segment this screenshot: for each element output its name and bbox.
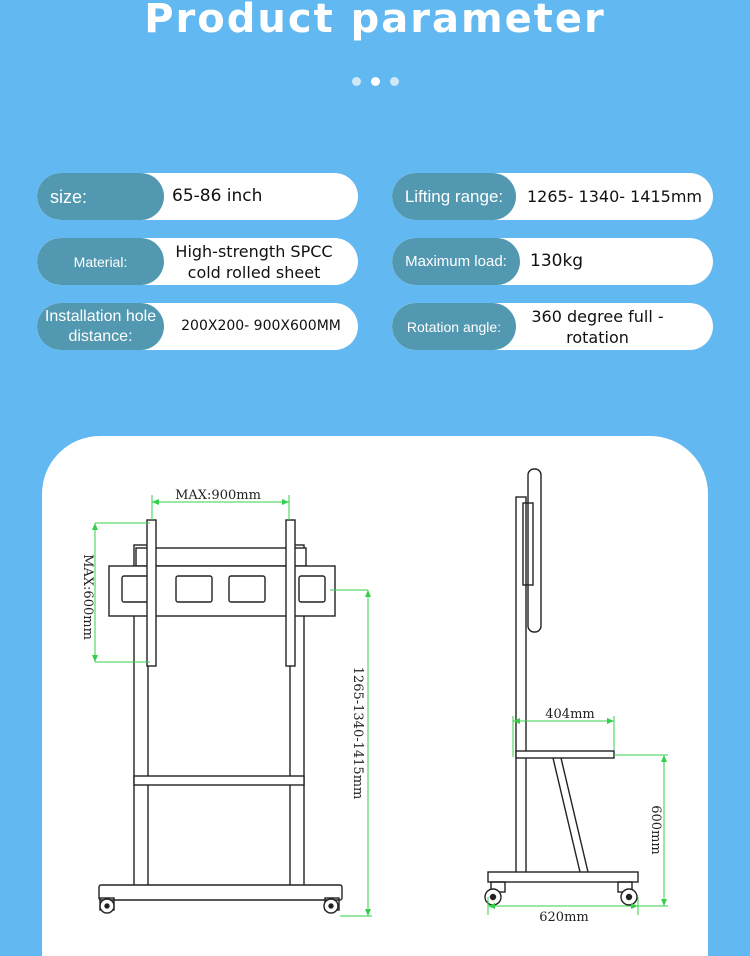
param-label: Maximum load:: [392, 238, 520, 285]
param-label: Material:: [37, 238, 164, 285]
height-dimension-label: MAX:600mm: [80, 554, 95, 640]
param-label: Rotation angle:: [392, 303, 516, 350]
shelf-depth-label: 404mm: [545, 707, 595, 722]
param-label: Installation hole distance:: [37, 303, 164, 350]
param-value: 65-86 inch: [172, 186, 263, 206]
param-label: Lifting range:: [392, 173, 516, 220]
param-value: 1265- 1340- 1415mm: [526, 187, 703, 206]
page-title: Product parameter: [144, 0, 606, 42]
param-value: 200X200- 900X600MM: [181, 318, 341, 334]
width-dimension-label: MAX:900mm: [175, 488, 261, 503]
param-value: High-strength SPCC cold rolled sheet: [175, 241, 333, 282]
lift-dimension-label: 1265-1340-1415mm: [350, 666, 365, 800]
param-label: size:: [37, 173, 164, 220]
param-value: 130kg: [530, 251, 584, 271]
base-depth-label: 620mm: [539, 910, 589, 925]
param-value: 360 degree full - rotation: [531, 306, 664, 347]
shelf-height-label: 600mm: [648, 805, 663, 855]
